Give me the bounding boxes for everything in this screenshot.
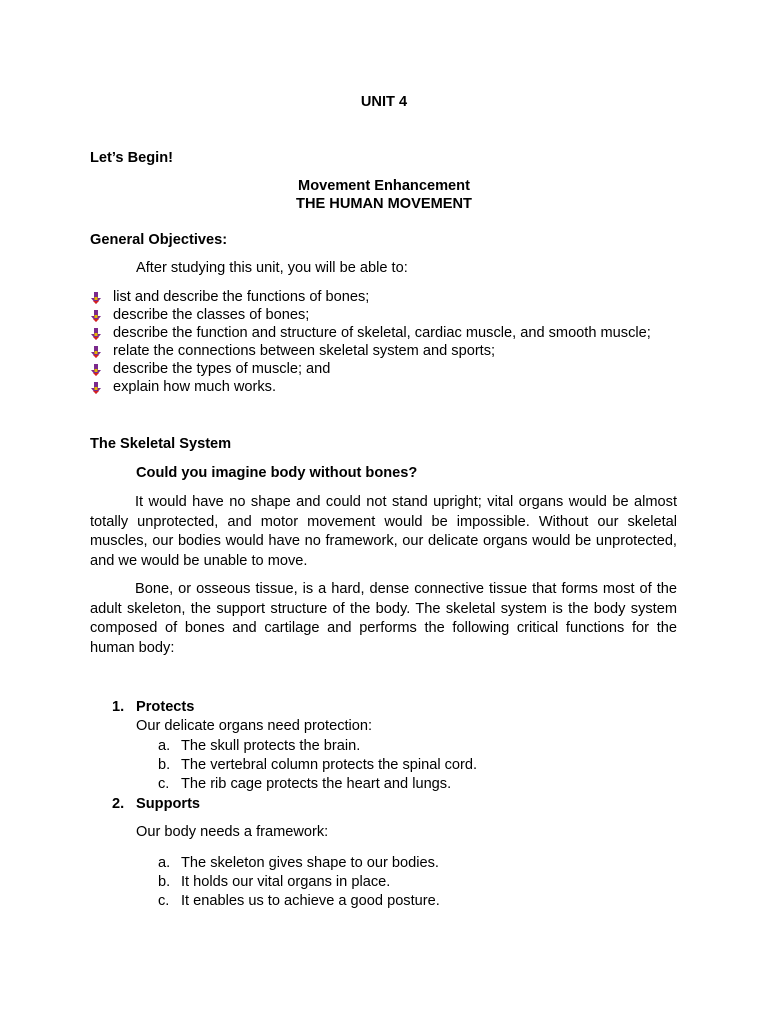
unit-title: UNIT 4 [360,94,408,110]
sub-text: The rib cage protects the heart and lungs. [181,776,452,792]
sub-letter: c. [158,893,170,909]
function-intro: Our body needs a framework: [136,824,329,840]
objectives-intro: After studying this unit, you will be able to: [136,260,408,276]
skeletal-heading: The Skeletal System [90,436,232,452]
function-number: 1. [112,699,125,715]
function-intro: Our delicate organs need protection: [136,718,373,734]
objective-text: list and describe the functions of bones; [113,289,370,305]
objective-text: describe the function and structure of skeletal, cardiac muscle, and smooth muscle; [113,325,651,341]
function-title: Supports [136,796,201,812]
sub-text: The skeleton gives shape to our bodies. [181,855,439,871]
objectives-heading: General Objectives: [90,232,228,248]
arrow-bullet-icon [90,310,102,322]
sub-letter: b. [158,874,171,890]
sub-text: It enables us to achieve a good posture. [181,893,440,909]
skeletal-paragraph-1 [90,493,677,571]
sub-letter: a. [158,855,171,871]
objective-text: relate the connections between skeletal system and sports; [113,343,496,359]
sub-letter: b. [158,757,171,773]
arrow-bullet-icon [90,382,102,394]
arrow-bullet-icon [90,364,102,376]
sub-letter: a. [158,738,171,754]
objective-text: describe the types of muscle; and [113,361,331,377]
arrow-bullet-icon [90,346,102,358]
sub-text: The skull protects the brain. [181,738,361,754]
arrow-bullet-icon [90,292,102,304]
skeletal-question: Could you imagine body without bones? [136,465,418,481]
objective-text: explain how much works. [113,379,277,395]
paragraph-text: It would have no shape and could not stand upright; vital organs would be almost totally unprotected, and motor movement would be impossible. Without our skeletal muscles, our bodies would have no framework, our delicate organs would be unprotected, and we would be unable to move. [90,494,677,569]
function-number: 2. [112,796,125,812]
topic-title: Movement Enhancement [298,178,470,194]
topic-subtitle: THE HUMAN MOVEMENT [296,196,472,212]
objective-text: describe the classes of bones; [113,307,310,323]
paragraph-text: Bone, or osseous tissue, is a hard, dense connective tissue that forms most of the adult skeleton, the support structure of the body. The skeletal system is the body system composed of bones and cartilage and performs the following critical functions for the human body: [90,581,677,656]
skeletal-paragraph-2 [90,580,677,658]
sub-text: It holds our vital organs in place. [181,874,391,890]
arrow-bullet-icon [90,328,102,340]
function-title: Protects [136,699,195,715]
sub-letter: c. [158,776,170,792]
lets-begin-heading: Let’s Begin! [90,150,173,166]
sub-text: The vertebral column protects the spinal cord. [181,757,478,773]
